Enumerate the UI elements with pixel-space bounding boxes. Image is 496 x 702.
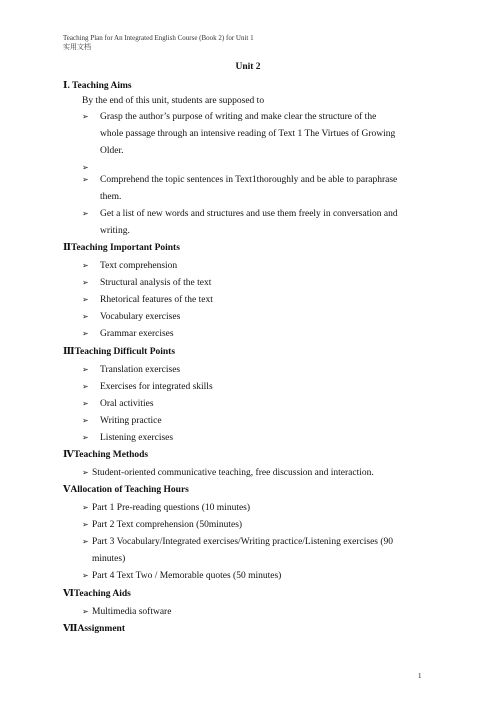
list-item: ➢ Grammar exercises [82,329,174,339]
aims-bullet-3-line-1: Comprehend the topic sentences in Text1thoroughly and be able to paraphrase [100,175,398,185]
list-item: ➢ Part 1 Pre-reading questions (10 minutes) [82,503,251,513]
aims-bullet-4-line-1: Get a list of new words and structures and use them freely in conversation and [100,209,398,219]
section-heading-assignment: ⅦAssignment [63,624,125,634]
bullet-arrow-icon: ➢ [82,112,89,121]
list-item: ➢ Part 4 Text Two / Memorable quotes (50 minutes) [82,571,282,581]
list-item: ➢ Translation exercises [82,365,181,375]
running-header: Teaching Plan for An Integrated English Course (Book 2) for Unit 1 [63,34,254,42]
list-item: ➢ Writing practice [82,416,162,426]
list-item-continuation: minutes) [92,554,126,564]
section-heading-aids: ⅥTeaching Aids [63,589,131,599]
section-heading-difficult: ⅢTeaching Difficult Points [63,347,176,357]
aims-bullet-3-line-2: them. [100,192,122,202]
list-item: ➢ Listening exercises [82,433,174,443]
aims-bullet-1-line-2: whole passage through an intensive reading of Text 1 The Virtues of Growing [100,129,396,139]
section-heading-allocation: ⅤAllocation of Teaching Hours [63,485,189,495]
section-heading-important: ⅡTeaching Important Points [63,243,180,253]
list-item: ➢ Vocabulary exercises [82,312,181,322]
aims-bullet-1-line-3: Older. [100,146,124,156]
page-number: 1 [418,672,422,680]
list-item: ➢ Text comprehension [82,261,178,271]
running-header-subtitle: 实用文档 [63,43,91,51]
list-item: ➢ Rhetorical features of the text [82,295,213,305]
list-item: ➢ Part 3 Vocabulary/Integrated exercises/Writing practice/Listening exercises (90 [82,537,394,547]
aims-bullet-1-line-1: Grasp the author’s purpose of writing and make clear the structure of the [100,112,377,122]
aims-intro: By the end of this unit, students are supposed to [82,96,265,106]
section-heading-aims: Ⅰ. Teaching Aims [63,81,132,91]
list-item: ➢ Student-oriented communicative teaching, free discussion and interaction. [82,468,374,478]
list-item: ➢ Oral activities [82,399,154,409]
list-item: ➢ Exercises for integrated skills [82,382,213,392]
list-item: ➢ Multimedia software [82,607,172,617]
bullet-arrow-icon: ➢ [82,209,89,218]
bullet-arrow-icon: ➢ [82,175,89,184]
unit-title: Unit 2 [235,62,261,72]
section-heading-methods: ⅣTeaching Methods [63,450,149,460]
list-item: ➢ Part 2 Text comprehension (50minutes) [82,520,243,530]
list-item: ➢ Structural analysis of the text [82,278,212,288]
bullet-arrow-icon: ➢ [82,163,89,172]
aims-bullet-4-line-2: writing. [100,226,130,236]
